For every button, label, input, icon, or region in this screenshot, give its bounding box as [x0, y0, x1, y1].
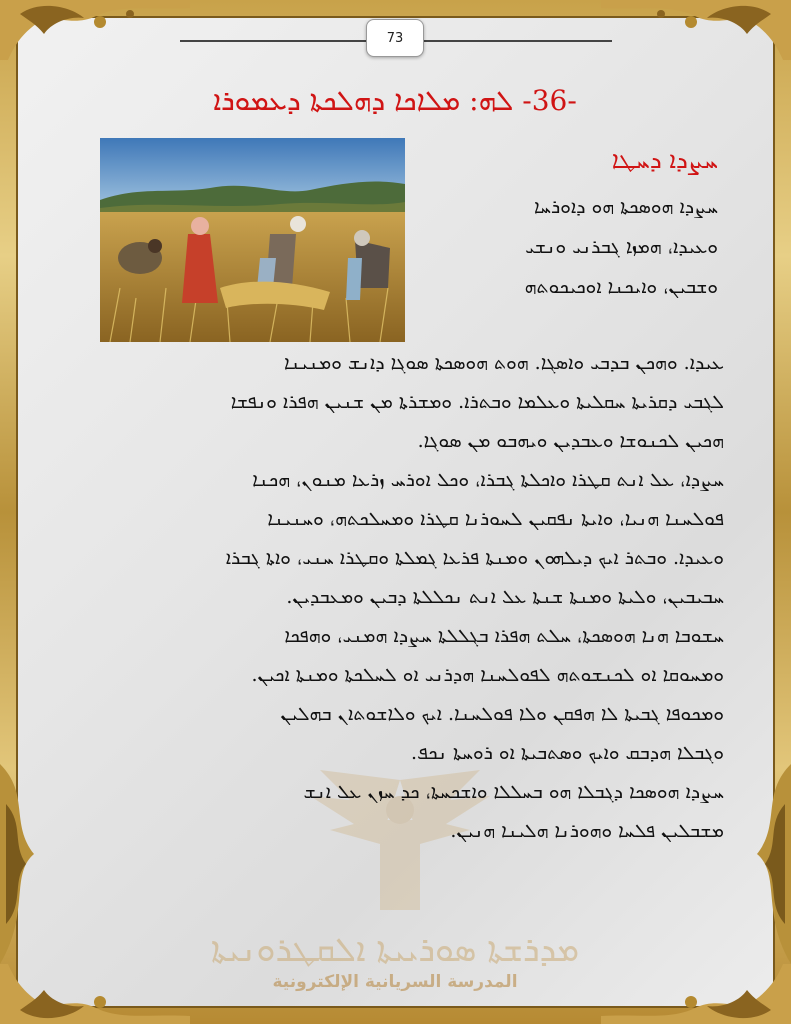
ornament-corner-top-left — [0, 0, 190, 60]
text-line: ܡܫܒܠܝܢ ܦܠܚܐ ܘܗܘܪܢܐ ܗܠܝܢܐ ܗܢܝܢ. — [450, 820, 724, 842]
text-line: ܘܫܒܝܢ، ܘܐܝܟܢܐ ܐܘܟܝܟܘܬܗ — [524, 276, 718, 298]
section-subheading: ܚܨܕܐ ܕܚܛܐ — [611, 146, 718, 174]
ornament-side-left — [0, 764, 44, 964]
text-line: ܚܨܕܐ ܗܘܣܟܬܐ ܗܘ ܕܐܘܪܚܐ — [533, 196, 718, 218]
lesson-title: -36- ܠܗ: ܡܠܐܟܐ ܕܗܠܟܬܐ ܕܥܡܘܪܐ — [213, 84, 577, 117]
text-line: ܠܓܒܝ ܕܩܪܝܬܐ ܚܩܠܝܬܐ ܘܥܠܡܐ ܘܒܬܪܐ. ܘܡܫܪܬܐ ܡܢ ܫܢܝܢ ܗܦܪܐ ܘܢܦܫܐ — [230, 391, 724, 413]
text-line: ܚܒܝܒܝܢ، ܘܠܝܬܐ ܘܡܢܬܐ ܫܢܬܐ ܥܠ ܐܢܬ ܢܟܠܠܬܐ ܕܒܝܢ ܘܡܥܒܕܝܢ. — [286, 586, 724, 608]
watermark-syriac: ܡܕܪܫܬܐ ܣܘܪܝܝܬܐ ܐܠܩܛܪܘܢܝܬܐ — [210, 930, 580, 970]
header-rule-right — [422, 40, 612, 42]
text-line: ܚܨܕܐ، ܥܠ ܐܢܬ ܩܛܪܐ ܘܐܟܠܬܐ ܓܒܪܐ، ܘܟܠ ܐܘܪܚ ܙܪܥܐ ܡܢܘܢ، ܗܟܢܐ — [252, 469, 724, 491]
watermark-arabic: المدرسة السريانية الإلكترونية — [272, 972, 518, 992]
text-line: ܘܡܚܘܩܐ ܐܘ ܠܟܢܫܘܬܗ ܠܦܘܠܚܢܐ ܗܕܪܢܝ ܐܘ ܠܚܠܟܬܐ ܘܡܢܬܐ ܐܟܝܢ. — [251, 664, 724, 686]
text-line: ܚܫܘܒܐ ܗܢܐ ܗܘܣܟܬܐ، ܚܠܬ ܗܦܪܐ ܒܓܠܠܬܐ ܚܨܕܐ ܗܡܢܝ، ܘܗܦܟܐ — [284, 625, 724, 647]
header-rule-left — [180, 40, 366, 42]
harvest-photo — [100, 138, 405, 342]
text-line: ܚܨܕܐ ܗܘܣܟܐ ܕܓܒܠܐ ܗܘ ܒܚܠܠܐ ܘܐܫܟܚܬܐ، ܟܕ ܚܙܢ ܥܠ ܐܢܫ — [303, 781, 724, 803]
text-line: ܘܥܝܕܐ. ܘܒܬܪ ܐܝܟ ܕܝܠܗܘܢ ܘܡܢܬܐ ܦܪܥܐ ܓܡܠܬܐ ܘܩܛܪܐ ܚܢܝ، ܘܐܬܐ ܓܒܪܐ — [225, 547, 724, 569]
text-line: ܘܡܟܘܦܐ ܓܒܝܬܐ ܠܐ ܗܦܩܢ ܘܠܐ ܦܘܠܚܢܐ. ܐܝܟ ܘܠܐܫܘܬܐܢ ܒܗܠܝܢ — [280, 703, 724, 725]
ornament-side-right — [747, 764, 791, 964]
text-line: ܗܟܝܢ ܠܟܢܘܫܐ ܘܥܒܕܝܢ ܘܝܗܒܘ ܡܢ ܣܘܓܐ. — [417, 430, 724, 452]
text-line: ܘܥܝܕܐ، ܗܡܙܐ ܓܒܪܢܝ ܘܢܫܝ — [525, 236, 718, 258]
text-line: ܦܘܠܚܢܐ ܗܢܝܐ، ܘܐܝܬܐ ܢܦܩܝܢ ܠܚܘܪܢܐ ܩܛܪܐ ܘܡܚܠܟܬܗ، ܘܚܢܝܢܐ — [267, 508, 724, 530]
text-line: ܘܓܒܠܐ ܗܕܒܩ ܘܐܝܟ ܘܣܬܒܝܬܐ ܐܘ ܪܘܚܬܐ ܢܟܦ. — [411, 742, 724, 764]
page-number: 73 — [366, 19, 424, 57]
text-line: ܥܝܕܐ. ܘܗܟܢ ܒܕܒܝ ܘܐܣܓܐ. ܗܘܬ ܗܘܣܟܬܐ ܣܘܓܐ ܕܐܢܫ ܘܡܢܝܢܐ — [284, 352, 724, 374]
ornament-corner-top-right — [601, 0, 791, 60]
